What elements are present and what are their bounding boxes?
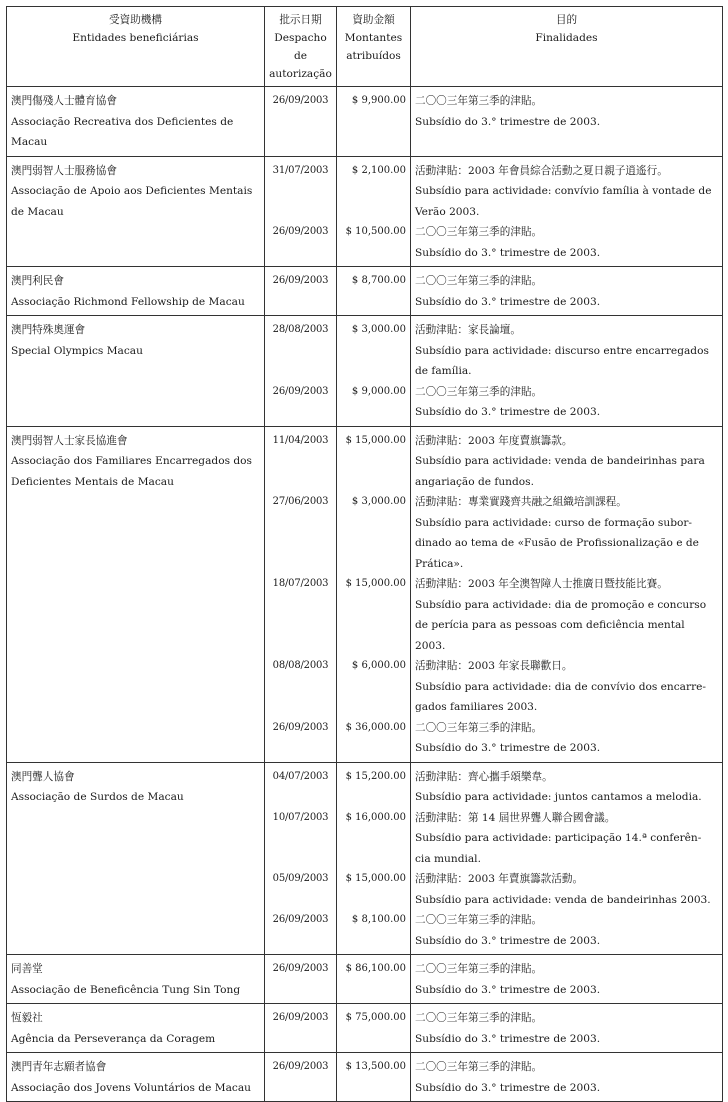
table-row	[7, 316, 723, 382]
purpose-line: Subsídio para actividade: venda de bandeirinhas 2003.	[415, 893, 711, 906]
grant-amount: $ 6,000.00	[337, 656, 411, 718]
purpose-line: Subsídio para actividade: dia de promoção e concurso	[415, 598, 707, 611]
entity-cell	[7, 156, 265, 267]
table-row	[7, 426, 723, 492]
grant-purpose	[411, 718, 723, 763]
purpose-line: de perícia para as pessoas com deficiência mental 2003.	[415, 619, 685, 652]
purpose-line: Subsídio para actividade: discurso entre encarregados	[415, 344, 709, 357]
grant-date: 26/09/2003	[265, 718, 337, 763]
grant-amount: $ 3,000.00	[337, 492, 411, 574]
grant-purpose	[411, 808, 723, 870]
grant-purpose	[411, 316, 723, 382]
header-entity-pt: Entidades beneficiárias	[72, 32, 199, 44]
entity-name-pt: Associação dos Jovens Voluntários de Macau	[11, 1081, 251, 1094]
purpose-line: Subsídio do 3.° trimestre de 2003.	[415, 115, 601, 128]
grant-amount: $ 9,000.00	[337, 382, 411, 427]
purpose-line: 二〇〇三年第三季的津貼。	[415, 95, 543, 107]
table-row	[7, 762, 723, 808]
grant-purpose	[411, 492, 723, 574]
grant-date: 26/09/2003	[265, 222, 337, 267]
grant-purpose	[411, 426, 723, 492]
grant-date: 26/09/2003	[265, 382, 337, 427]
purpose-line: Subsídio do 3.° trimestre de 2003.	[415, 983, 601, 996]
header-date	[265, 7, 337, 87]
grant-date: 18/07/2003	[265, 574, 337, 656]
entity-cell	[7, 1004, 265, 1053]
grant-amount: $ 86,100.00	[337, 955, 411, 1004]
grant-purpose	[411, 762, 723, 808]
purpose-line: 活動津貼：2003 年家長聯歡日。	[415, 660, 573, 672]
grant-date: 28/08/2003	[265, 316, 337, 382]
entity-name-zh: 澳門弱智人士服務協會	[11, 164, 117, 177]
grant-date: 27/06/2003	[265, 492, 337, 574]
entity-name-pt: Special Olympics Macau	[11, 344, 143, 357]
entity-name-zh: 澳門特殊奧運會	[11, 324, 86, 336]
table-row	[7, 156, 723, 222]
grant-date: 04/07/2003	[265, 762, 337, 808]
purpose-line: dinado ao tema de «Fusão de Profissionalização e de	[415, 537, 699, 549]
purpose-line: Subsídio para actividade: curso de formação subor-	[415, 516, 692, 529]
grant-date: 26/09/2003	[265, 87, 337, 157]
purpose-line: Subsídio do 3.° trimestre de 2003.	[415, 934, 601, 947]
purpose-line: Prática».	[415, 557, 464, 570]
grant-amount: $ 36,000.00	[337, 718, 411, 763]
header-amount-zh: 資助金額	[352, 14, 395, 26]
entity-name-zh: 澳門弱智人士家長協進會	[11, 434, 128, 447]
grant-amount: $ 16,000.00	[337, 808, 411, 870]
table-row	[7, 1053, 723, 1102]
purpose-line: de família.	[415, 365, 472, 377]
grant-date: 26/09/2003	[265, 955, 337, 1004]
grant-amount: $ 15,200.00	[337, 762, 411, 808]
purpose-line: Subsídio do 3.° trimestre de 2003.	[415, 295, 601, 308]
purpose-line: angariação de fundos.	[415, 475, 534, 488]
grant-date: 31/07/2003	[265, 156, 337, 222]
grant-date: 05/09/2003	[265, 869, 337, 910]
purpose-line: 二〇〇三年第三季的津貼。	[415, 963, 543, 975]
table-row	[7, 267, 723, 316]
purpose-line: 二〇〇三年第三季的津貼。	[415, 385, 543, 398]
header-date-pt1: Despacho de	[274, 32, 327, 62]
grant-purpose	[411, 267, 723, 316]
entity-name-pt: Associação dos Familiares Encarregados dos Deficientes Mentais de Macau	[11, 455, 252, 488]
entity-name-pt: Associação de Surdos de Macau	[11, 791, 184, 803]
table-row	[7, 955, 723, 1004]
entity-name-zh: 澳門傷殘人士體育協會	[11, 95, 117, 107]
grant-purpose	[411, 910, 723, 955]
header-amount-pt1: Montantes	[344, 32, 403, 44]
grant-date: 26/09/2003	[265, 267, 337, 316]
grants-table	[6, 6, 723, 1102]
grant-amount: $ 3,000.00	[337, 316, 411, 382]
purpose-line: Subsídio do 3.° trimestre de 2003.	[415, 1081, 601, 1094]
header-date-pt2: autorização	[269, 68, 332, 80]
entity-name-pt: Agência da Perseverança da Coragem	[11, 1032, 216, 1045]
entity-name-pt: Associação de Apoio aos Deficientes Mentais de Macau	[11, 185, 253, 218]
purpose-line: 二〇〇三年第三季的津貼。	[415, 226, 543, 238]
purpose-line: Subsídio do 3.° trimestre de 2003.	[415, 406, 601, 418]
grant-purpose	[411, 156, 723, 222]
purpose-line: Subsídio para actividade: dia de convívio dos encarre-	[415, 680, 706, 693]
grant-amount: $ 15,000.00	[337, 574, 411, 656]
table-row	[7, 87, 723, 157]
purpose-line: 活動津貼：第 14 屆世界聾人聯合國會議。	[415, 811, 616, 824]
grant-purpose	[411, 87, 723, 157]
purpose-line: Subsídio para actividade: convívio família à vontade de	[415, 185, 712, 197]
grant-purpose	[411, 382, 723, 427]
purpose-line: cia mundial.	[415, 852, 481, 865]
grant-amount: $ 9,900.00	[337, 87, 411, 157]
header-purpose-zh: 目的	[555, 14, 578, 26]
entity-cell	[7, 1053, 265, 1102]
purpose-line: 活動津貼：2003 年度賣旗籌款。	[415, 434, 573, 447]
entity-cell	[7, 316, 265, 427]
header-amount	[337, 7, 411, 87]
header-entity-zh: 受資助機構	[109, 14, 162, 26]
grant-amount: $ 75,000.00	[337, 1004, 411, 1053]
purpose-line: Subsídio do 3.° trimestre de 2003.	[415, 1032, 601, 1045]
purpose-line: gados familiares 2003.	[415, 701, 538, 713]
entity-name-zh: 澳門聾人協會	[11, 770, 75, 783]
entity-name-pt: Associação Recreativa dos Deficientes de Macau	[11, 115, 234, 148]
entity-name-zh: 同善堂	[11, 963, 43, 975]
table-body	[7, 87, 723, 1102]
purpose-line: Subsídio para actividade: venda de bandeirinhas para	[415, 455, 705, 467]
grant-amount: $ 13,500.00	[337, 1053, 411, 1102]
table-row	[7, 1004, 723, 1053]
grant-date: 26/09/2003	[265, 1053, 337, 1102]
purpose-line: 二〇〇三年第三季的津貼。	[415, 1061, 543, 1073]
grant-date: 11/04/2003	[265, 426, 337, 492]
grant-amount: $ 10,500.00	[337, 222, 411, 267]
header-date-zh: 批示日期	[279, 14, 322, 26]
purpose-line: 活動津貼：家長論壇。	[415, 324, 521, 336]
grant-date: 26/09/2003	[265, 910, 337, 955]
grant-amount: $ 15,000.00	[337, 869, 411, 910]
entity-name-pt: Associação Richmond Fellowship de Macau	[11, 295, 245, 308]
purpose-line: 活動津貼：2003 年全澳智障人士推廣日暨技能比賽。	[415, 578, 668, 590]
grant-date: 10/07/2003	[265, 808, 337, 870]
entity-cell	[7, 87, 265, 157]
entity-cell	[7, 955, 265, 1004]
header-purpose-pt: Finalidades	[535, 32, 598, 44]
grant-purpose	[411, 869, 723, 910]
purpose-line: 活動津貼：齊心攜手頌樂韋。	[415, 770, 553, 783]
grant-purpose	[411, 656, 723, 718]
grant-purpose	[411, 574, 723, 656]
purpose-line: 活動津貼：2003 年會員綜合活動之夏日親子逍遙行。	[415, 164, 668, 177]
purpose-line: 活動津貼：專業實踐齊共融之組織培訓課程。	[415, 496, 627, 508]
purpose-line: Subsídio do 3.° trimestre de 2003.	[415, 246, 601, 259]
purpose-line: Verão 2003.	[415, 205, 480, 218]
grant-purpose	[411, 955, 723, 1004]
grant-date: 08/08/2003	[265, 656, 337, 718]
entity-name-zh: 澳門利民會	[11, 275, 64, 287]
header-entity	[7, 7, 265, 87]
purpose-line: Subsídio para actividade: juntos cantamos a melodia.	[415, 791, 702, 803]
purpose-line: 活動津貼：2003 年賣旗籌款活動。	[415, 873, 584, 885]
purpose-line: 二〇〇三年第三季的津貼。	[415, 914, 543, 926]
grant-purpose	[411, 222, 723, 267]
purpose-line: 二〇〇三年第三季的津貼。	[415, 721, 543, 734]
grant-amount: $ 2,100.00	[337, 156, 411, 222]
entity-cell	[7, 426, 265, 762]
purpose-line: 二〇〇三年第三季的津貼。	[415, 1012, 543, 1024]
header-purpose	[411, 7, 723, 87]
grant-amount: $ 8,700.00	[337, 267, 411, 316]
grant-amount: $ 8,100.00	[337, 910, 411, 955]
grant-amount: $ 15,000.00	[337, 426, 411, 492]
entity-name-zh: 澳門青年志願者協會	[11, 1061, 107, 1073]
purpose-line: Subsídio do 3.° trimestre de 2003.	[415, 742, 601, 754]
entity-name-zh: 恆毅社	[11, 1012, 43, 1024]
table-header	[7, 7, 723, 87]
entity-name-pt: Associação de Beneficência Tung Sin Tong	[11, 983, 241, 996]
grant-date: 26/09/2003	[265, 1004, 337, 1053]
entity-cell	[7, 762, 265, 955]
header-amount-pt2: atribuídos	[346, 50, 401, 62]
grant-purpose	[411, 1004, 723, 1053]
purpose-line: 二〇〇三年第三季的津貼。	[415, 275, 543, 287]
entity-cell	[7, 267, 265, 316]
purpose-line: Subsídio para actividade: participação 14.ª conferên-	[415, 832, 702, 844]
grant-purpose	[411, 1053, 723, 1102]
